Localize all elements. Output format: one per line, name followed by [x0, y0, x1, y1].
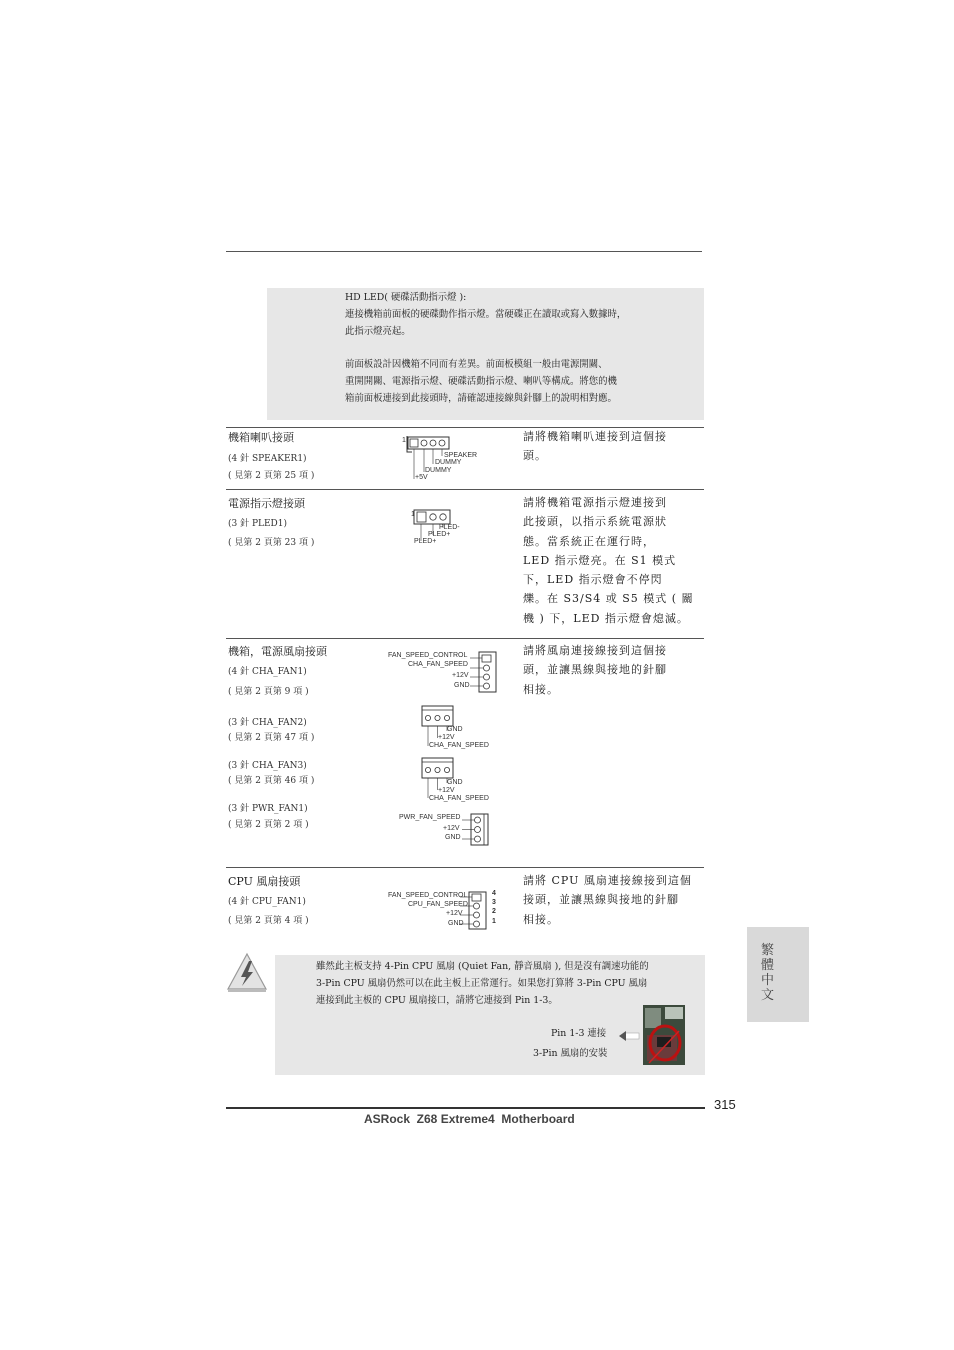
note-box	[267, 288, 704, 420]
pin-label: CHA_FAN_SPEED	[408, 661, 468, 668]
cha-fan3-sub: (3 針 CHA_FAN3)	[228, 761, 307, 771]
speaker-desc	[523, 427, 703, 466]
warning-box	[275, 955, 705, 1075]
pwr-fan1-sub: (3 針 PWR_FAN1)	[228, 804, 308, 814]
pin-label: PWR_FAN_SPEED	[399, 814, 461, 821]
pwr-fan1-ref: ( 見第 2 頁第 2 項 )	[228, 820, 309, 830]
pin-number: 3	[492, 899, 496, 906]
pin-label: GND	[448, 920, 464, 927]
speaker-sub: (4 針 SPEAKER1)	[228, 454, 307, 464]
pin-label: DUMMY	[425, 467, 452, 474]
pled-sub: (3 針 PLED1)	[228, 519, 288, 529]
note-line: 箱前面板連接到此接頭時，請確認連接線與針腳上的說明相對應。	[345, 392, 617, 404]
warning-line: 雖然此主板支持 4-Pin CPU 風扇 (Quiet Fan, 靜音風扇 ), 但是沒有調速功能的	[316, 961, 649, 972]
cha-fan1-ref: ( 見第 2 頁第 9 項 )	[228, 687, 309, 697]
note-line: 此指示燈亮起。	[345, 325, 411, 337]
language-side-tab	[747, 927, 809, 1022]
desc-line: 下，LED 指示燈會不停閃	[523, 573, 663, 587]
top-rule	[226, 251, 702, 252]
pin-one-label: 1	[402, 437, 406, 444]
speaker-title: 機箱喇叭接頭	[228, 431, 294, 444]
pin-label: CHA_FAN_SPEED	[429, 742, 489, 749]
desc-line: LED 指示燈亮。在 S1 模式	[523, 553, 677, 567]
speaker-ref: ( 見第 2 頁第 25 項 )	[228, 471, 315, 481]
pin-label: GND	[447, 779, 463, 786]
pin-label: GND	[445, 834, 461, 841]
pin-number: 1	[492, 918, 496, 925]
cha-fan1-diagram	[470, 650, 500, 695]
pin-label: +12V	[443, 825, 460, 832]
desc-line: 頭，並讓黑線與接地的針腳	[523, 663, 667, 677]
side-tab-label: 繁體中文	[761, 943, 775, 1003]
section-rule	[226, 638, 704, 639]
desc-line: 此接頭，以指示系統電源狀	[523, 515, 667, 529]
pin-label: SPEAKER	[444, 452, 478, 459]
pin-number: 2	[492, 908, 496, 915]
desc-line: 相接。	[523, 682, 559, 696]
cpu-fan-sub: (4 針 CPU_FAN1)	[228, 897, 306, 907]
section-rule	[226, 867, 704, 868]
pin-label: CHA_FAN_SPEED	[429, 795, 489, 802]
fan-install-photo	[643, 1005, 685, 1065]
pin-label: +12V	[446, 910, 463, 917]
pin-label: FAN_SPEED_CONTROL	[388, 892, 468, 899]
desc-line: 態。當系統正在運行時，	[523, 534, 655, 548]
warning-line: 連接到此主板的 CPU 風扇接口，請將它連接到 Pin 1-3。	[316, 994, 558, 1006]
cha-fan2-ref: ( 見第 2 頁第 47 項 )	[228, 733, 315, 743]
arrow-left-icon	[619, 1031, 641, 1041]
pin-label: +12V	[438, 787, 455, 794]
desc-line: 請將風扇連接線接到這個接	[523, 644, 667, 657]
desc-line: 接頭，並讓黑線與接地的針腳	[523, 893, 679, 907]
pled-title: 電源指示燈接頭	[228, 497, 305, 510]
desc-line: 請將 CPU 風扇連接線接到這個	[523, 874, 692, 887]
desc-line: 請將機箱喇叭連接到這個接	[523, 430, 667, 443]
note-line: 前面板設計因機箱不同而有差異。前面板模組一般由電源開關、	[345, 359, 608, 371]
cha-fan3-ref: ( 見第 2 頁第 46 項 )	[228, 776, 315, 786]
pin-label: CPU_FAN_SPEED	[408, 901, 468, 908]
pin-label: DUMMY	[435, 459, 462, 466]
desc-line: 爍。在 S3/S4 或 S5 模式 ( 關	[523, 592, 694, 606]
note-line: 重開開關、電源指示燈、硬碟活動指示燈、喇叭等構成。將您的機	[345, 375, 617, 387]
cha-fan1-sub: (4 針 CHA_FAN1)	[228, 667, 307, 677]
pin-label: +12V	[452, 672, 469, 679]
pin-label: +12V	[438, 734, 455, 741]
cpu-fan-desc	[523, 871, 705, 929]
desc-line: 頭。	[523, 449, 547, 463]
pwr-fan1-diagram	[462, 812, 492, 848]
note-line	[345, 340, 626, 357]
desc-line: 機 ) 下，LED 指示燈會熄滅。	[523, 611, 689, 625]
cpu-fan-title: CPU 風扇接頭	[228, 875, 301, 888]
footer-product: ASRock Z68 Extreme4 Motherboard	[364, 1112, 575, 1126]
warning-caption-2: 3-Pin 風扇的安裝	[533, 1048, 608, 1059]
desc-line: 相接。	[523, 912, 559, 926]
pin-label: PLED+	[428, 531, 451, 538]
footer-rule	[226, 1107, 705, 1109]
pin-label: GND	[447, 726, 463, 733]
pled-ref: ( 見第 2 頁第 23 項 )	[228, 538, 315, 548]
note-line: 連接機箱前面板的硬碟動作指示燈。當硬碟正在讀取或寫入數據時，	[345, 308, 627, 320]
pin-label: GND	[454, 682, 470, 689]
cha-fan2-sub: (3 針 CHA_FAN2)	[228, 718, 307, 728]
pin-label: PLED+	[414, 538, 437, 545]
pin-label: +5V	[415, 474, 428, 481]
fans-desc	[523, 641, 703, 699]
warning-line: 3-Pin CPU 風扇仍然可以在此主板上正常運行。如果您打算將 3-Pin CPU 風扇	[316, 977, 648, 989]
pled-desc	[523, 493, 703, 628]
fans-title: 機箱，電源風扇接頭	[228, 645, 327, 658]
pin-label: PLED-	[439, 524, 460, 531]
section-rule	[226, 489, 704, 490]
cpu-fan-ref: ( 見第 2 頁第 4 項 )	[228, 916, 309, 926]
warning-icon	[225, 951, 269, 995]
pin-number: 4	[492, 890, 496, 897]
pin-one-label: 1	[411, 511, 415, 518]
note-line: HD LED( 硬碟活動指示燈 ):	[345, 292, 467, 303]
desc-line: 請將機箱電源指示燈連接到	[523, 496, 667, 509]
pin-label: FAN_SPEED_CONTROL	[388, 652, 468, 659]
page-number: 315	[714, 1097, 736, 1112]
warning-caption-1: Pin 1-3 連接	[551, 1028, 607, 1039]
